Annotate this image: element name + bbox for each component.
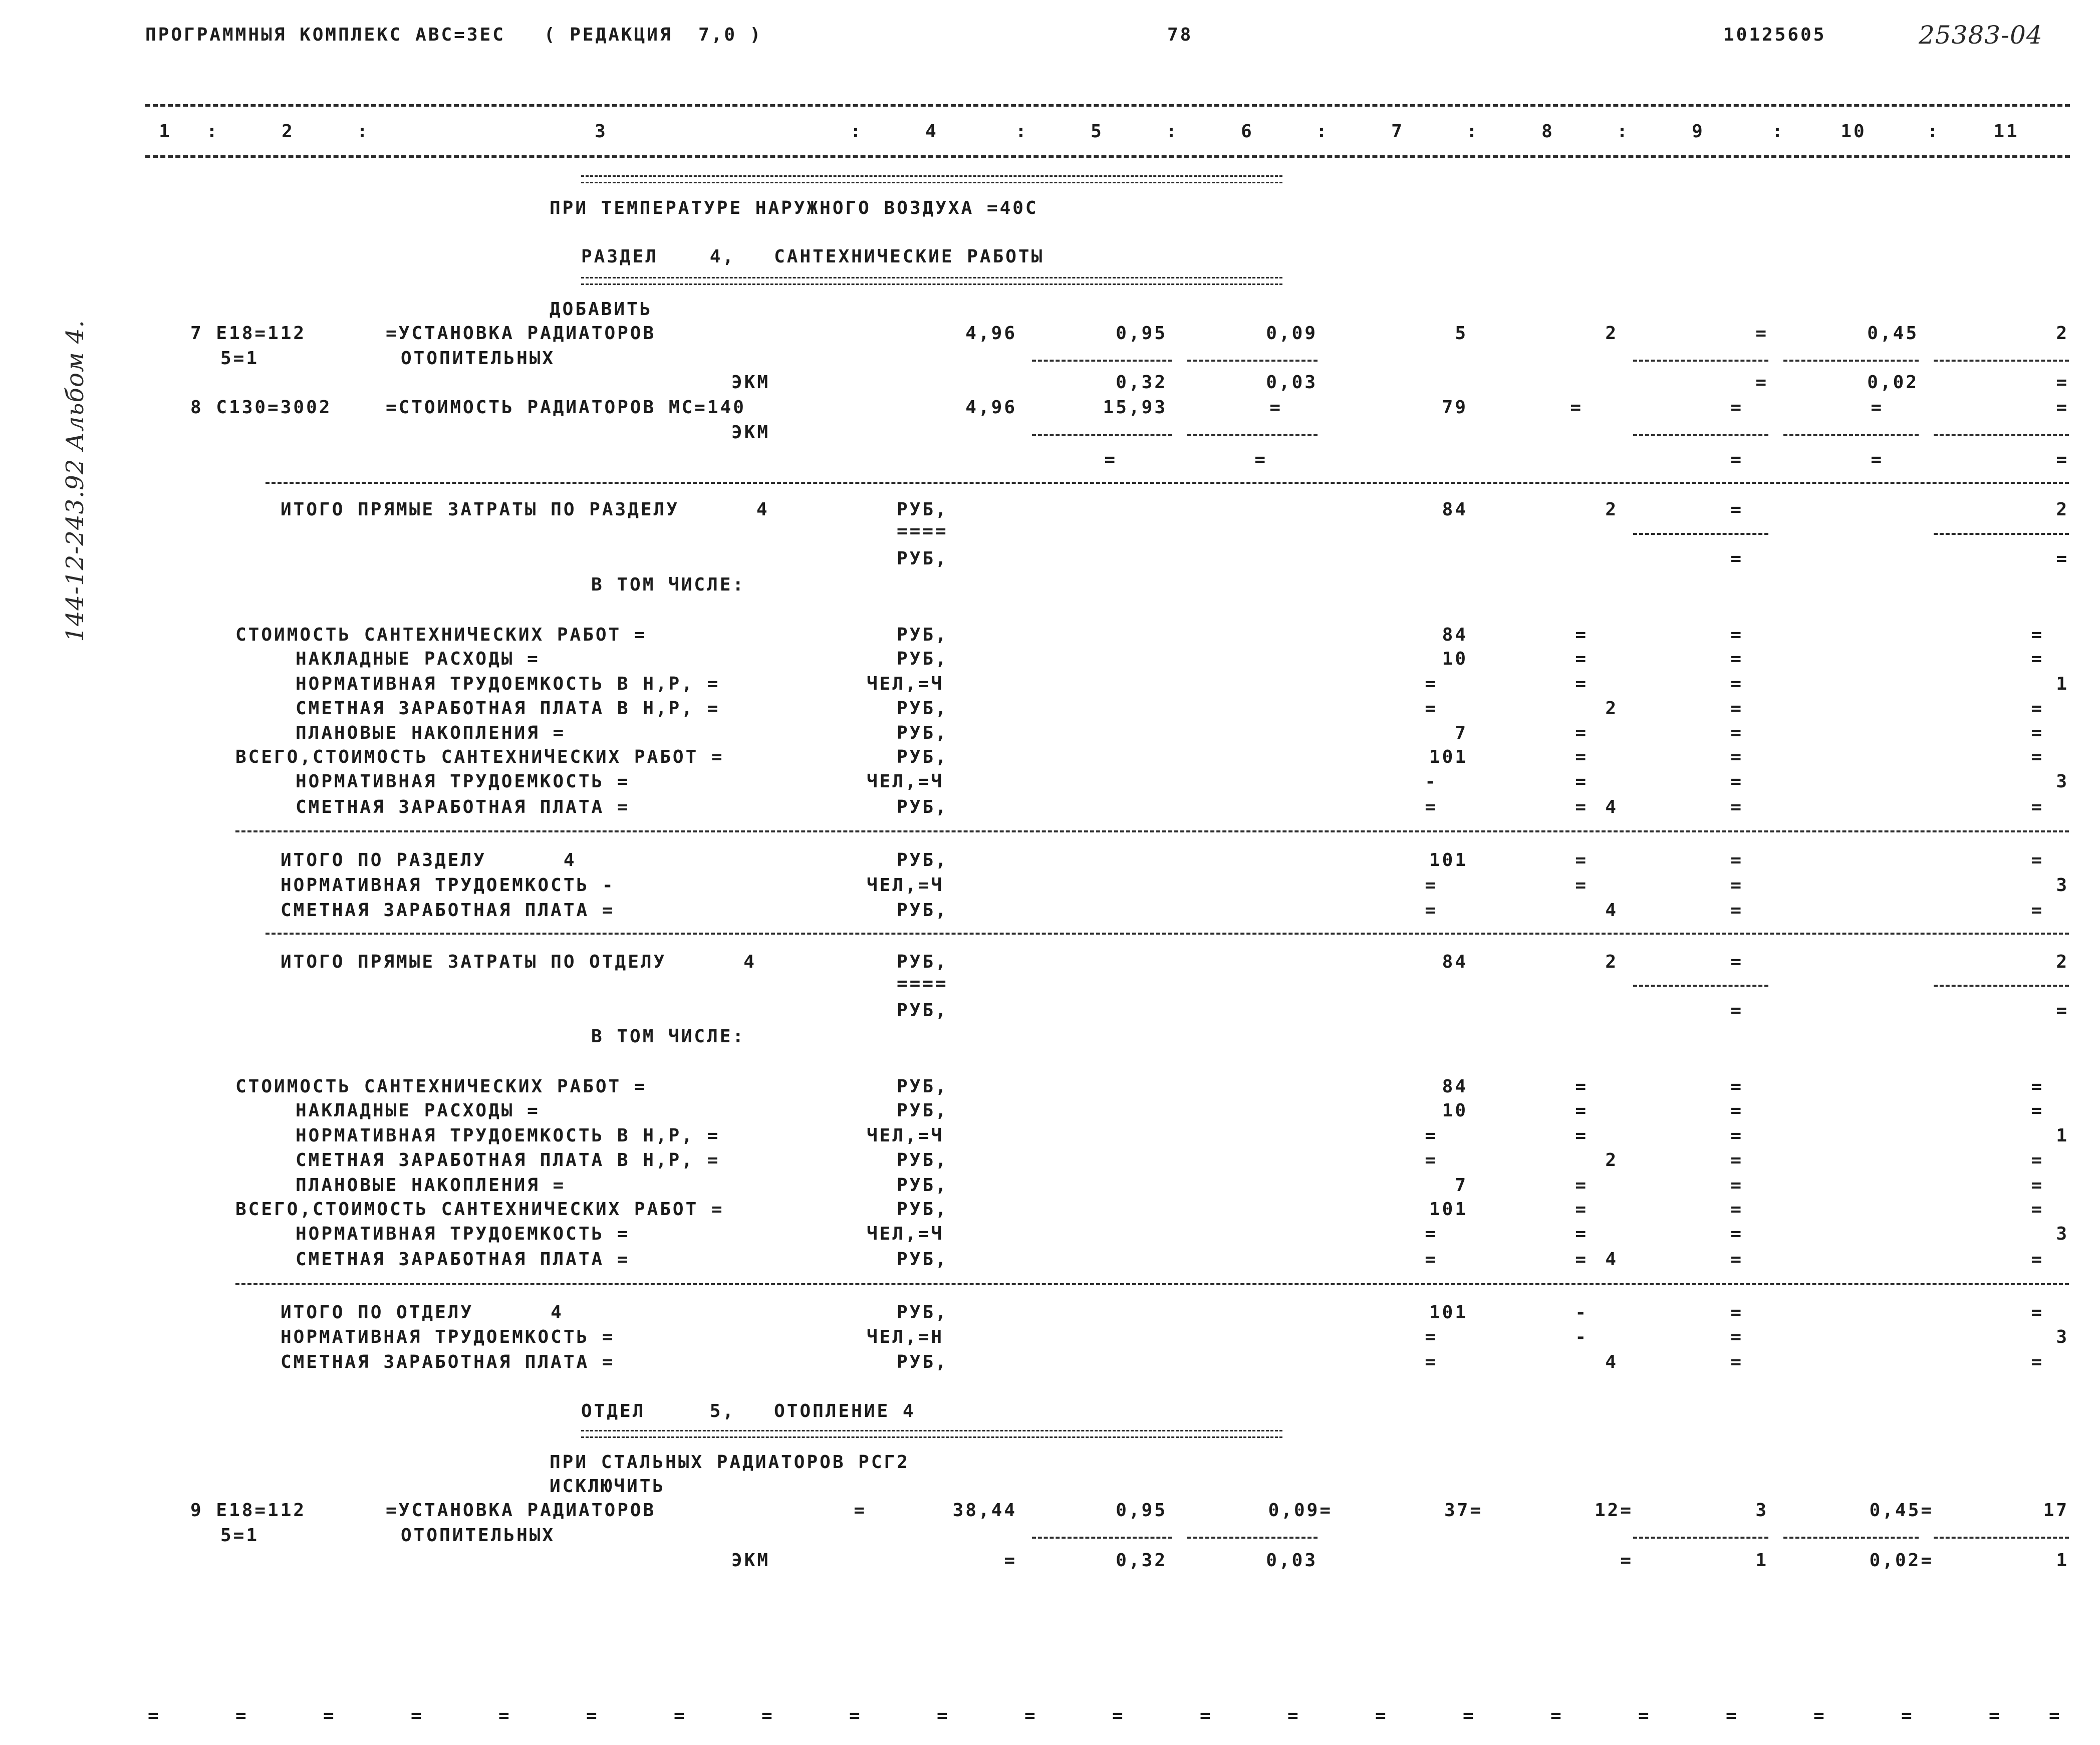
breakdown-label: ВСЕГО,СТОИМОСТЬ САНТЕХНИЧЕСКИХ РАБОТ = [235, 1199, 724, 1220]
breakdown-label: ПЛАНОВЫЕ НАКОПЛЕНИЯ = [296, 1175, 566, 1196]
cell-value: = [1730, 875, 1743, 896]
column-number: 4 [925, 121, 938, 142]
footer-mark: = [2049, 1705, 2062, 1726]
column-separator: : [1617, 121, 1630, 142]
cell-value: = [1575, 797, 1588, 817]
cell-value: 101 [1429, 747, 1468, 767]
breakdown-label: ВСЕГО,СТОИМОСТЬ САНТЕХНИЧЕСКИХ РАБОТ = [235, 747, 724, 767]
unit-label: РУБ, [897, 625, 948, 645]
row-code-sub: 5=1 [220, 348, 259, 369]
cell-value: 0,03 [1266, 372, 1318, 393]
cell-value: = [1755, 323, 1768, 344]
cell-value: = [1730, 698, 1743, 719]
action-label: ИСКЛЮЧИТЬ [550, 1476, 666, 1497]
condition-heading: ПРИ СТАЛЬНЫХ РАДИАТОРОВ РСГ2 [550, 1452, 910, 1473]
cell-value: 3 [2056, 1327, 2069, 1347]
cell-value: 101 [1429, 1302, 1468, 1323]
column-separator: : [1772, 121, 1785, 142]
cell-value: = [1730, 900, 1743, 921]
cell-value: = [2056, 548, 2069, 569]
cell-value: = [1730, 499, 1743, 520]
row-name-cont: ОТОПИТЕЛЬНЫХ [401, 348, 556, 369]
cell-value: 7 [1455, 1175, 1468, 1196]
cell-value: 0,32 [1116, 372, 1167, 393]
cell-value: = [1425, 1224, 1438, 1244]
cell-value: = [1575, 723, 1588, 743]
cell-value: 0,45= [1869, 1500, 1934, 1521]
cell-rule [1032, 1537, 1172, 1539]
cell-value: = [1575, 1249, 1588, 1270]
footer-mark: = [1989, 1705, 2002, 1726]
unit-label: РУБ, [897, 723, 948, 743]
cell-value: 4 [1605, 797, 1618, 817]
cell-value: 4,96 [965, 397, 1017, 418]
cell-value: = [1575, 625, 1588, 645]
cell-value: = [1575, 771, 1588, 792]
footer-mark: = [1726, 1705, 1739, 1726]
cell-value: = [1730, 797, 1743, 817]
cell-value: - [1425, 771, 1438, 792]
cell-value: = [1730, 1327, 1743, 1347]
cell-value: = [2031, 747, 2044, 767]
footer-mark: = [1287, 1705, 1300, 1726]
condition-heading: ПРИ ТЕМПЕРАТУРЕ НАРУЖНОГО ВОЗДУХА =40С [550, 198, 1038, 218]
cell-rule [1633, 434, 1768, 436]
cell-value: = [2031, 1150, 2044, 1171]
cell-value: = [2031, 1175, 2044, 1196]
row-name: =УСТАНОВКА РАДИАТОРОВ [386, 1500, 656, 1521]
cell-value: 0,32 [1116, 1550, 1167, 1571]
cell-value: = [1575, 747, 1588, 767]
cell-value: = [1004, 1550, 1017, 1571]
cell-value: 15,93 [1103, 397, 1167, 418]
footer-mark: = [937, 1705, 950, 1726]
cell-rule [1934, 360, 2069, 362]
cell-value: 2 [1605, 499, 1618, 520]
footer-mark: = [1638, 1705, 1651, 1726]
cell-value: 12= [1594, 1500, 1633, 1521]
cell-value: = [1425, 1249, 1438, 1270]
cell-value: 3 [2056, 1224, 2069, 1244]
cell-value: = [2056, 397, 2069, 418]
cell-value: 84 [1442, 625, 1468, 645]
cell-rule [1187, 360, 1318, 362]
section-heading: РАЗДЕЛ 4, САНТЕХНИЧЕСКИЕ РАБОТЫ [581, 246, 1044, 267]
cell-value: = [1425, 875, 1438, 896]
cell-value: = [2031, 723, 2044, 743]
unit-label: РУБ, [897, 797, 948, 817]
cell-value: = [1575, 1076, 1588, 1097]
cell-rule [1032, 434, 1172, 436]
section-heading: ОТДЕЛ 5, ОТОПЛЕНИЕ 4 [581, 1401, 916, 1421]
album-side-label: 144-12-243.92 Альбом 4. [61, 320, 89, 642]
row-code: 9 Е18=112 [190, 1500, 307, 1521]
footer-mark: = [323, 1705, 336, 1726]
cell-value: = [2031, 1302, 2044, 1323]
column-separator: : [1466, 121, 1479, 142]
row-rule [266, 933, 2069, 935]
unit-label: РУБ, [897, 850, 948, 870]
row-name: =СТОИМОСТЬ РАДИАТОРОВ МС=140 [386, 397, 746, 418]
column-number: 11 [1993, 121, 2019, 142]
cell-value: = [2031, 797, 2044, 817]
breakdown-label: СТОИМОСТЬ САНТЕХНИЧЕСКИХ РАБОТ = [235, 1076, 647, 1097]
cell-value: 0,02 [1867, 372, 1919, 393]
cell-value: 10 [1442, 649, 1468, 669]
cell-rule [1633, 360, 1768, 362]
cell-value: - [1575, 1327, 1588, 1347]
cell-value: = [1730, 1076, 1743, 1097]
cell-rule [1783, 434, 1919, 436]
total-label: НОРМАТИВНАЯ ТРУДОЕМКОСТЬ = [281, 1327, 615, 1347]
breakdown-label: НОРМАТИВНАЯ ТРУДОЕМКОСТЬ = [296, 1224, 630, 1244]
cell-value: = [854, 1500, 867, 1521]
cell-value: = [1730, 1224, 1743, 1244]
cell-value: = [2056, 449, 2069, 470]
cell-value: = [2031, 625, 2044, 645]
breakdown-label: НОРМАТИВНАЯ ТРУДОЕМКОСТЬ = [296, 771, 630, 792]
cell-value: = [1730, 1302, 1743, 1323]
footer-mark: = [761, 1705, 774, 1726]
cell-rule [1783, 1537, 1919, 1539]
unit-label: ЭКМ [731, 372, 770, 393]
cell-value: = [1730, 1000, 1743, 1021]
cell-rule [1633, 1537, 1768, 1539]
total-label: ИТОГО ПО ОТДЕЛУ 4 [281, 1302, 564, 1323]
breakdown-label: СМЕТНАЯ ЗАРАБОТНАЯ ПЛАТА В Н,Р, = [296, 1150, 720, 1171]
cell-value: 0,95 [1116, 1500, 1167, 1521]
cell-value: = [2031, 1249, 2044, 1270]
footer-mark: = [1200, 1705, 1213, 1726]
cell-value: 0,95 [1116, 323, 1167, 344]
unit-label: ЧЕЛ,=Ч [867, 674, 944, 694]
cell-rule [1783, 360, 1919, 362]
unit-label: РУБ, [897, 1100, 948, 1121]
unit-label: РУБ, [897, 900, 948, 921]
unit-label: ЧЕЛ,=Ч [867, 1125, 944, 1146]
total-label: ИТОГО ПРЯМЫЕ ЗАТРАТЫ ПО ОТДЕЛУ 4 [281, 952, 756, 972]
footer-mark: = [498, 1705, 511, 1726]
unit-label: РУБ, [897, 649, 948, 669]
cell-rule [1633, 533, 1768, 535]
cell-value: 2 [1605, 1150, 1618, 1171]
sheet-code: 25383-04 [1919, 21, 2043, 50]
unit-label: ЧЕЛ,=Н [867, 1327, 944, 1347]
double-rule [581, 277, 1282, 285]
cell-value: = [1570, 397, 1583, 418]
total-label: ИТОГО ПО РАЗДЕЛУ 4 [281, 850, 577, 870]
row-rule [235, 1283, 2069, 1285]
breakdown-label: НАКЛАДНЫЕ РАСХОДЫ = [296, 649, 540, 669]
cell-value: 10 [1442, 1100, 1468, 1121]
cell-value: = [1575, 1125, 1588, 1146]
cell-value: = [1730, 723, 1743, 743]
cell-value: = [1755, 372, 1768, 393]
column-number: 9 [1692, 121, 1705, 142]
unit-label: РУБ, [897, 1175, 948, 1196]
cell-value: = [2031, 900, 2044, 921]
cell-value: 4,96 [965, 323, 1017, 344]
cell-value: 38,44 [952, 1500, 1017, 1521]
cell-value: 0,03 [1266, 1550, 1318, 1571]
cell-value: = [1254, 449, 1267, 470]
breakdown-label: НАКЛАДНЫЕ РАСХОДЫ = [296, 1100, 540, 1121]
cell-value: 2 [1605, 698, 1618, 719]
cell-rule [1934, 1537, 2069, 1539]
cell-value: 0,09 [1266, 323, 1318, 344]
cell-value: 17 [2043, 1500, 2069, 1521]
unit-label: РУБ, [897, 952, 948, 972]
unit-label: РУБ, [897, 1150, 948, 1171]
unit-label: ЧЕЛ,=Ч [867, 875, 944, 896]
column-separator: : [850, 121, 863, 142]
cell-value: = [1871, 397, 1884, 418]
cell-value: = [1575, 850, 1588, 870]
cell-rule [1934, 434, 2069, 436]
column-number: 8 [1541, 121, 1554, 142]
cell-value: 3 [2056, 771, 2069, 792]
cell-rule [1032, 360, 1172, 362]
breakdown-label: СМЕТНАЯ ЗАРАБОТНАЯ ПЛАТА = [296, 1249, 630, 1270]
cell-value: = [2031, 649, 2044, 669]
cell-value: = [1575, 1100, 1588, 1121]
cell-value: = [1425, 900, 1438, 921]
unit-label: РУБ, [897, 1352, 948, 1372]
cell-value: = [1730, 674, 1743, 694]
double-rule [581, 175, 1282, 183]
cell-value: 84 [1442, 499, 1468, 520]
footer-mark: = [1901, 1705, 1914, 1726]
column-number: 5 [1091, 121, 1104, 142]
breakdown-label: НОРМАТИВНАЯ ТРУДОЕМКОСТЬ В Н,Р, = [296, 1125, 720, 1146]
cell-value: = [1575, 674, 1588, 694]
cell-value: = [1730, 1199, 1743, 1220]
column-separator: : [1316, 121, 1329, 142]
subheading: В ТОМ ЧИСЛЕ: [591, 1026, 746, 1047]
cell-rule [1934, 985, 2069, 987]
cell-value: = [2056, 1000, 2069, 1021]
breakdown-label: ПЛАНОВЫЕ НАКОПЛЕНИЯ = [296, 723, 566, 743]
breakdown-label: СМЕТНАЯ ЗАРАБОТНАЯ ПЛАТА = [296, 797, 630, 817]
cell-value: 1 [2056, 674, 2069, 694]
cell-value: = [1730, 1150, 1743, 1171]
cell-value: 2 [2056, 499, 2069, 520]
cell-value: 79 [1442, 397, 1468, 418]
row-name: =УСТАНОВКА РАДИАТОРОВ [386, 323, 656, 344]
column-separator: : [206, 121, 219, 142]
unit-label: РУБ, [897, 1199, 948, 1220]
unit-label: РУБ, [897, 548, 948, 569]
header-top-rule [145, 104, 2070, 107]
footer-mark: = [1550, 1705, 1563, 1726]
unit-label: РУБ, [897, 747, 948, 767]
cell-value: = [1425, 1352, 1438, 1372]
subheading: В ТОМ ЧИСЛЕ: [591, 574, 746, 595]
cell-value: = [1730, 397, 1743, 418]
cell-value: = [1730, 625, 1743, 645]
cell-value: 2 [2056, 323, 2069, 344]
footer-mark: = [411, 1705, 424, 1726]
cell-value: = [1730, 1175, 1743, 1196]
cell-value: 84 [1442, 952, 1468, 972]
cell-value: = [1575, 649, 1588, 669]
footer-mark: = [1112, 1705, 1125, 1726]
cell-value: = [1269, 397, 1282, 418]
cell-value: = [1575, 1175, 1588, 1196]
footer-mark: = [1813, 1705, 1826, 1726]
cell-value: 3 [1755, 1500, 1768, 1521]
cell-value: 1 [1755, 1550, 1768, 1571]
cell-value: = [1730, 850, 1743, 870]
page-number: 78 [1167, 25, 1193, 45]
header-bottom-rule [145, 155, 2070, 158]
cell-value: = [1575, 875, 1588, 896]
unit-label: РУБ, [897, 1302, 948, 1323]
breakdown-label: НОРМАТИВНАЯ ТРУДОЕМКОСТЬ В Н,Р, = [296, 674, 720, 694]
unit-label: ЭКМ [731, 1550, 770, 1571]
cell-value: = [1730, 1249, 1743, 1270]
unit-label: РУБ, [897, 698, 948, 719]
column-number: 1 [159, 121, 172, 142]
cell-value: = [1730, 1100, 1743, 1121]
unit-label: РУБ, [897, 1249, 948, 1270]
row-code: 8 С130=3002 [190, 397, 332, 418]
total-label: НОРМАТИВНАЯ ТРУДОЕМКОСТЬ - [281, 875, 615, 896]
breakdown-label: СТОИМОСТЬ САНТЕХНИЧЕСКИХ РАБОТ = [235, 625, 647, 645]
row-code: 7 Е18=112 [190, 323, 307, 344]
cell-value: = [2056, 372, 2069, 393]
footer-mark: = [849, 1705, 862, 1726]
unit-label: РУБ, [897, 499, 948, 520]
cell-value: = [2031, 1076, 2044, 1097]
column-number: 7 [1391, 121, 1404, 142]
cell-value: 2 [1605, 323, 1618, 344]
cell-value: 5 [1455, 323, 1468, 344]
unit-label: РУБ, [897, 1076, 948, 1097]
column-number: 2 [282, 121, 295, 142]
footer-mark: = [1024, 1705, 1037, 1726]
cell-value: = [1425, 1125, 1438, 1146]
total-label: ИТОГО ПРЯМЫЕ ЗАТРАТЫ ПО РАЗДЕЛУ 4 [281, 499, 769, 520]
row-name-cont: ОТОПИТЕЛЬНЫХ [401, 1525, 556, 1546]
cell-rule [1934, 533, 2069, 535]
footer-mark: = [674, 1705, 687, 1726]
column-separator: : [1015, 121, 1028, 142]
cell-value: 7 [1455, 723, 1468, 743]
double-rule [581, 1430, 1282, 1438]
column-number: 6 [1241, 121, 1254, 142]
cell-value: 3 [2056, 875, 2069, 896]
cell-value: 0,09= [1268, 1500, 1333, 1521]
unit-rule: ==== [897, 973, 948, 994]
cell-value: = [1620, 1550, 1633, 1571]
cell-value: = [1730, 649, 1743, 669]
unit-label: ЧЕЛ,=Ч [867, 1224, 944, 1244]
program-title: ПРОГРАММНЫЯ КОМПЛЕКС АВС=3ЕС ( РЕДАКЦИЯ 7,0 ) [145, 25, 763, 45]
cell-value: = [2031, 698, 2044, 719]
cell-rule [1187, 434, 1318, 436]
cell-value: = [1425, 1150, 1438, 1171]
cell-value: = [1425, 674, 1438, 694]
cell-value: = [1730, 952, 1743, 972]
cell-value: = [2031, 1100, 2044, 1121]
total-label: СМЕТНАЯ ЗАРАБОТНАЯ ПЛАТА = [281, 900, 615, 921]
breakdown-label: СМЕТНАЯ ЗАРАБОТНАЯ ПЛАТА В Н,Р, = [296, 698, 720, 719]
unit-rule: ==== [897, 521, 948, 541]
cell-value: = [1730, 1352, 1743, 1372]
cell-value: = [1104, 449, 1117, 470]
cell-value: 101 [1429, 1199, 1468, 1220]
cell-value: 84 [1442, 1076, 1468, 1097]
unit-label: ЭКМ [731, 422, 770, 443]
cell-value: = [1730, 747, 1743, 767]
footer-mark: = [235, 1705, 248, 1726]
cell-rule [1187, 1537, 1318, 1539]
footer-mark: = [148, 1705, 161, 1726]
cell-value: = [1730, 771, 1743, 792]
cell-value: = [1730, 548, 1743, 569]
action-label: ДОБАВИТЬ [550, 299, 653, 320]
column-separator: : [1927, 121, 1940, 142]
cell-value: 37= [1444, 1500, 1483, 1521]
column-separator: : [1166, 121, 1179, 142]
total-label: СМЕТНАЯ ЗАРАБОТНАЯ ПЛАТА = [281, 1352, 615, 1372]
column-number: 10 [1841, 121, 1867, 142]
cell-value: 4 [1605, 1352, 1618, 1372]
cell-value: 2 [1605, 952, 1618, 972]
cell-value: = [1425, 698, 1438, 719]
footer-mark: = [586, 1705, 599, 1726]
footer-mark: = [1463, 1705, 1476, 1726]
cell-value: = [1425, 1327, 1438, 1347]
cell-value: 4 [1605, 900, 1618, 921]
cell-value: 1 [2056, 1125, 2069, 1146]
cell-value: 2 [2056, 952, 2069, 972]
footer-mark: = [1375, 1705, 1388, 1726]
cell-value: = [1575, 1199, 1588, 1220]
row-code-sub: 5=1 [220, 1525, 259, 1546]
column-separator: : [357, 121, 370, 142]
unit-label: РУБ, [897, 1000, 948, 1021]
cell-value: - [1575, 1302, 1588, 1323]
cell-value: = [2031, 850, 2044, 870]
cell-value: = [2031, 1199, 2044, 1220]
row-rule [266, 482, 2069, 484]
cell-value: = [2031, 1352, 2044, 1372]
cell-value: 1 [2056, 1550, 2069, 1571]
cell-value: = [1425, 797, 1438, 817]
cell-value: 101 [1429, 850, 1468, 870]
cell-value: = [1730, 1125, 1743, 1146]
column-number: 3 [595, 121, 608, 142]
cell-value: 4 [1605, 1249, 1618, 1270]
cell-value: = [1871, 449, 1884, 470]
document-code: 10125605 [1723, 25, 1826, 45]
cell-rule [1633, 985, 1768, 987]
cell-value: 0,02= [1869, 1550, 1934, 1571]
cell-value: = [1730, 449, 1743, 470]
row-rule [235, 830, 2069, 832]
unit-label: ЧЕЛ,=Ч [867, 771, 944, 792]
cell-value: = [1575, 1224, 1588, 1244]
cell-value: 0,45 [1867, 323, 1919, 344]
